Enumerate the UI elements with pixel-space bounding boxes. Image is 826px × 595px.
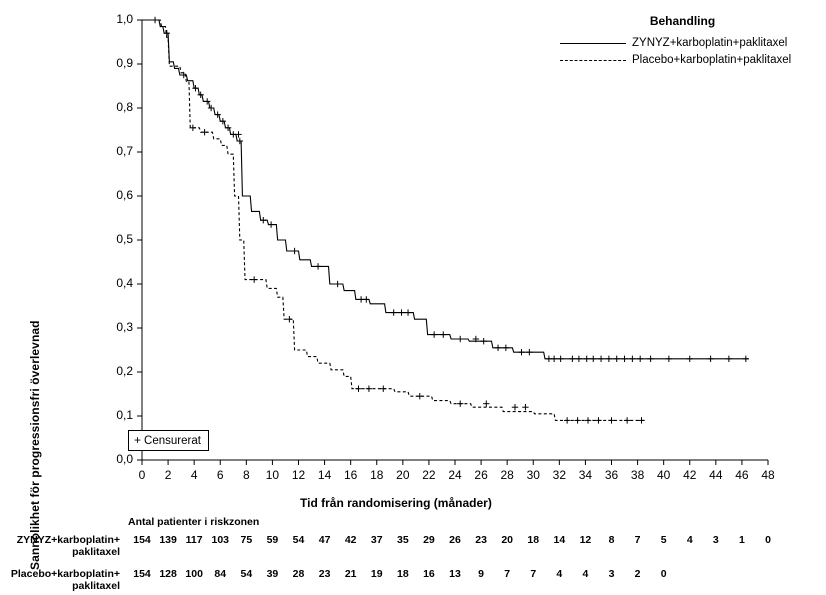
x-tick-label: 34 — [578, 468, 593, 482]
risk-cell: 117 — [185, 534, 203, 546]
censored-label: Censurerat — [144, 435, 201, 447]
risk-cell: 12 — [579, 534, 592, 546]
legend-key-dashed-icon — [560, 55, 626, 65]
risk-cell: 47 — [318, 534, 331, 546]
x-tick-label: 48 — [761, 468, 775, 482]
y-tick-label: 0,6 — [116, 188, 133, 202]
risk-cell: 7 — [530, 568, 537, 580]
y-tick-label: 0,2 — [116, 364, 133, 378]
x-tick-label: 14 — [317, 468, 332, 482]
plus-icon: + — [134, 433, 142, 447]
risk-cell: 54 — [292, 534, 305, 546]
y-tick-label: 0,8 — [116, 100, 133, 114]
risk-cell: 3 — [608, 568, 615, 580]
risk-row-label-line1: Placebo+karboplatin+ — [10, 568, 120, 580]
risk-cell: 16 — [423, 568, 435, 580]
km-curve-svg — [110, 14, 770, 466]
risk-row-label — [0, 568, 120, 592]
x-tick-label: 4 — [190, 468, 198, 482]
risk-row-label-line2: paklitaxel — [72, 546, 120, 558]
risk-cell: 0 — [660, 568, 667, 580]
risk-cell: 20 — [501, 534, 513, 546]
x-tick-label: 28 — [500, 468, 514, 482]
risk-row-label-line2: paklitaxel — [72, 580, 120, 592]
risk-cell: 7 — [634, 534, 641, 546]
x-tick-label: 32 — [552, 468, 566, 482]
risk-cell: 4 — [556, 568, 563, 580]
risk-cell: 42 — [344, 534, 357, 546]
risk-cell: 3 — [712, 534, 719, 546]
risk-cell: 8 — [608, 534, 615, 546]
x-tick-label: 6 — [216, 468, 224, 482]
y-tick-label: 0,9 — [116, 56, 133, 70]
risk-cell: 154 — [133, 534, 151, 546]
risk-cell: 23 — [475, 534, 487, 546]
censored-marks-1 — [190, 125, 645, 424]
risk-cell: 14 — [553, 534, 566, 546]
x-tick-label: 0 — [138, 468, 146, 482]
risk-cell: 5 — [660, 534, 667, 546]
risk-cell: 4 — [582, 568, 589, 580]
legend-item-placebo — [560, 51, 820, 68]
legend-label-zynyz: ZYNYZ+karboplatin+paklitaxel — [632, 36, 788, 49]
censored-marks-0 — [152, 17, 749, 362]
risk-cell: 54 — [240, 568, 253, 580]
risk-cell: 13 — [449, 568, 461, 580]
risk-cell: 7 — [504, 568, 511, 580]
risk-cell: 29 — [423, 534, 435, 546]
risk-cell: 75 — [240, 534, 253, 546]
x-tick-label: 12 — [291, 468, 306, 482]
x-tick-label: 36 — [604, 468, 619, 482]
x-tick-label: 10 — [265, 468, 280, 482]
risk-cell: 139 — [159, 534, 177, 546]
risk-cell: 0 — [765, 534, 771, 546]
risk-cell: 23 — [318, 568, 331, 580]
risk-cell: 4 — [686, 534, 693, 546]
y-tick-label: 0,5 — [116, 232, 133, 246]
x-tick-label: 16 — [343, 468, 358, 482]
risk-cell: 84 — [214, 568, 227, 580]
x-tick-label: 22 — [422, 468, 436, 482]
risk-cell: 100 — [185, 568, 203, 580]
risk-cell: 19 — [370, 568, 383, 580]
risk-cell: 59 — [266, 534, 279, 546]
y-axis-title: Sannolikhet för progressionsfri överlevnad — [28, 320, 42, 570]
risk-table-title: Antal patienter i riskzonen — [128, 516, 260, 528]
series-line-0 — [142, 20, 748, 359]
risk-table-row — [0, 534, 826, 568]
y-tick-label: 0,4 — [116, 276, 133, 290]
risk-cell: 1 — [738, 534, 745, 546]
x-tick-label: 40 — [656, 468, 671, 482]
risk-cell: 39 — [266, 568, 279, 580]
risk-cell: 35 — [396, 534, 409, 546]
x-tick-label: 42 — [683, 468, 697, 482]
y-tick-label: 1,0 — [116, 12, 133, 26]
risk-cell: 154 — [133, 568, 151, 580]
y-tick-label: 0,7 — [116, 144, 133, 158]
y-tick-label: 0,3 — [116, 320, 133, 334]
risk-table-row — [0, 568, 826, 595]
risk-cell: 9 — [478, 568, 484, 580]
risk-cell: 18 — [396, 568, 409, 580]
x-tick-label: 26 — [474, 468, 488, 482]
risk-cell: 28 — [292, 568, 305, 580]
legend-item-zynyz — [560, 34, 820, 51]
risk-cell: 21 — [344, 568, 357, 580]
risk-cell: 26 — [449, 534, 461, 546]
x-tick-label: 44 — [709, 468, 723, 482]
y-tick-label: 0,1 — [116, 408, 133, 422]
risk-cell: 103 — [211, 534, 230, 546]
risk-cell: 18 — [527, 534, 540, 546]
risk-cell: 2 — [634, 568, 641, 580]
x-tick-label: 30 — [526, 468, 540, 482]
x-tick-label: 18 — [370, 468, 384, 482]
series-line-1 — [142, 20, 644, 420]
plot-area — [110, 14, 770, 466]
x-tick-label: 20 — [396, 468, 410, 482]
legend-key-solid-icon — [560, 38, 626, 48]
x-tick-label: 24 — [448, 468, 462, 482]
legend-label-placebo: Placebo+karboplatin+paklitaxel — [632, 53, 792, 66]
x-tick-label: 38 — [630, 468, 645, 482]
legend — [560, 14, 820, 68]
risk-row-label — [0, 534, 120, 558]
risk-cell: 37 — [370, 534, 383, 546]
x-tick-label: 8 — [242, 468, 250, 482]
x-axis-title: Tid från randomisering (månader) — [300, 496, 492, 510]
censored-legend-box — [128, 430, 209, 451]
x-tick-label: 46 — [735, 468, 749, 482]
risk-cell: 128 — [159, 568, 177, 580]
y-tick-label: 0,0 — [116, 452, 133, 466]
x-tick-label: 2 — [164, 468, 172, 482]
legend-title: Behandling — [649, 14, 716, 28]
risk-row-label-line1: ZYNYZ+karboplatin+ — [16, 534, 120, 546]
